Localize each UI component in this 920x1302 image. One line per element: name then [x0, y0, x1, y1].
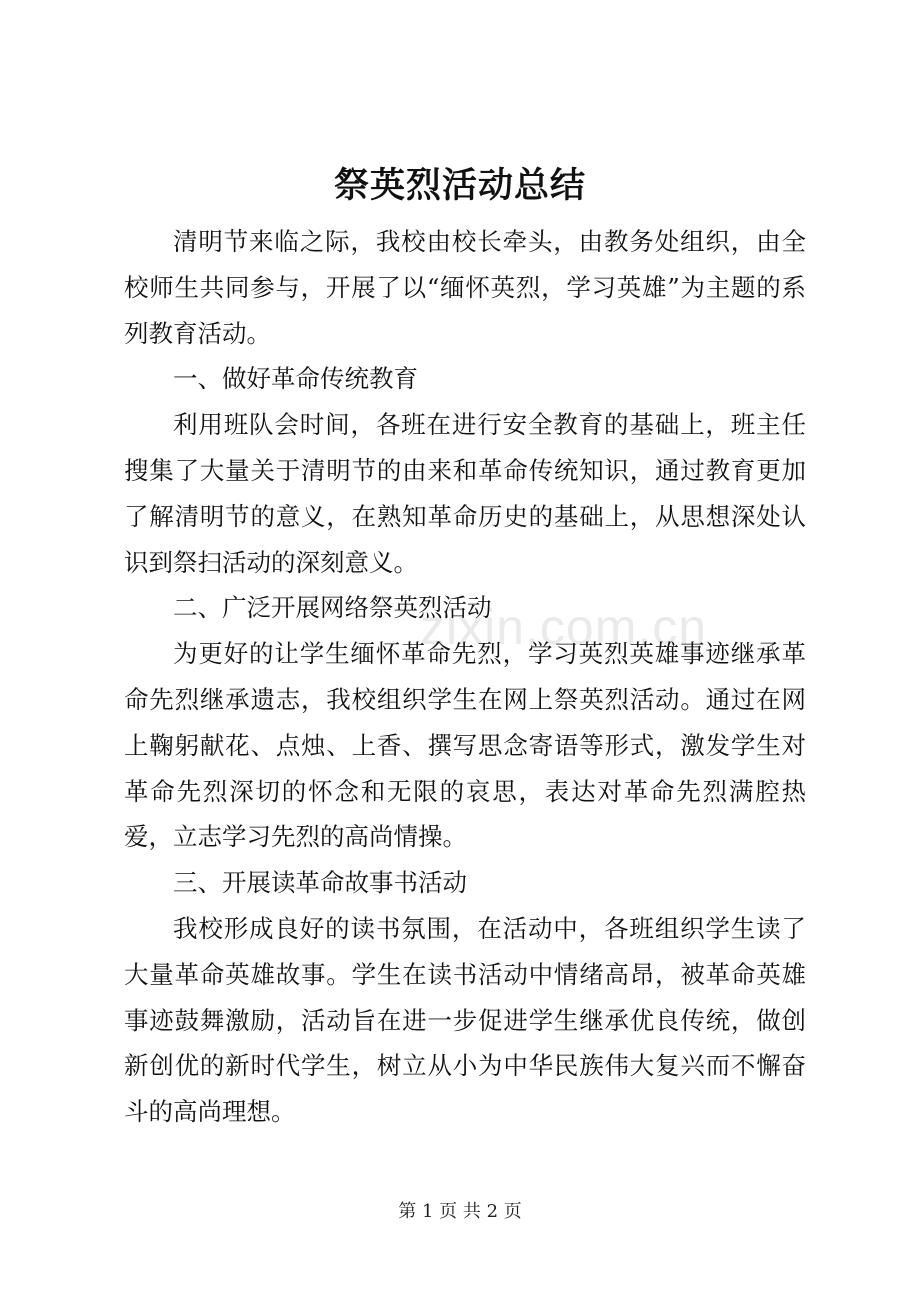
paragraph-section-3: 我校形成良好的读书氛围，在活动中，各班组织学生读了大量革命英雄故事。学生在读书活动中情绪高昂，被革命英雄事迹鼓舞激励，活动旨在进一步促进学生继承优良传统，做创新创优的新时代学生，树立从小为中华民族伟大复兴而不懈奋斗的高尚理想。	[124, 913, 806, 1127]
page-footer: 第 1 页 共 2 页	[398, 1201, 522, 1222]
section-heading-2: 二、广泛开展网络祭英烈活动	[173, 593, 492, 623]
watermark: zixin.com.cn	[420, 599, 708, 655]
paragraph-section-2: 为更好的让学生缅怀革命先烈，学习英烈英雄事迹继承革命先烈继承遗志，我校组织学生在网上祭英烈活动。通过在网上鞠躬献花、点烛、上香、撰写思念寄语等形式，激发学生对革命先烈深切的怀念和无限的哀思，表达对革命先烈满腔热爱，立志学习先烈的高尚情操。	[124, 639, 806, 852]
document-body	[124, 219, 806, 1135]
paragraph-intro: 清明节来临之际，我校由校长牵头，由教务处组织，由全校师生共同参与，开展了以“缅怀英烈，学习英雄”为主题的系列教育活动。	[124, 227, 806, 348]
paragraph-section-1: 利用班队会时间，各班在进行安全教育的基础上，班主任搜集了大量关于清明节的由来和革命传统知识，通过教育更加了解清明节的意义，在熟知革命历史的基础上，从思想深处认识到祭扫活动的深刻意义。	[124, 410, 806, 577]
section-heading-3: 三、开展读革命故事书活动	[173, 868, 467, 898]
section-heading-1: 一、做好革命传统教育	[173, 364, 418, 394]
document-title: 祭英烈活动总结	[333, 165, 586, 206]
